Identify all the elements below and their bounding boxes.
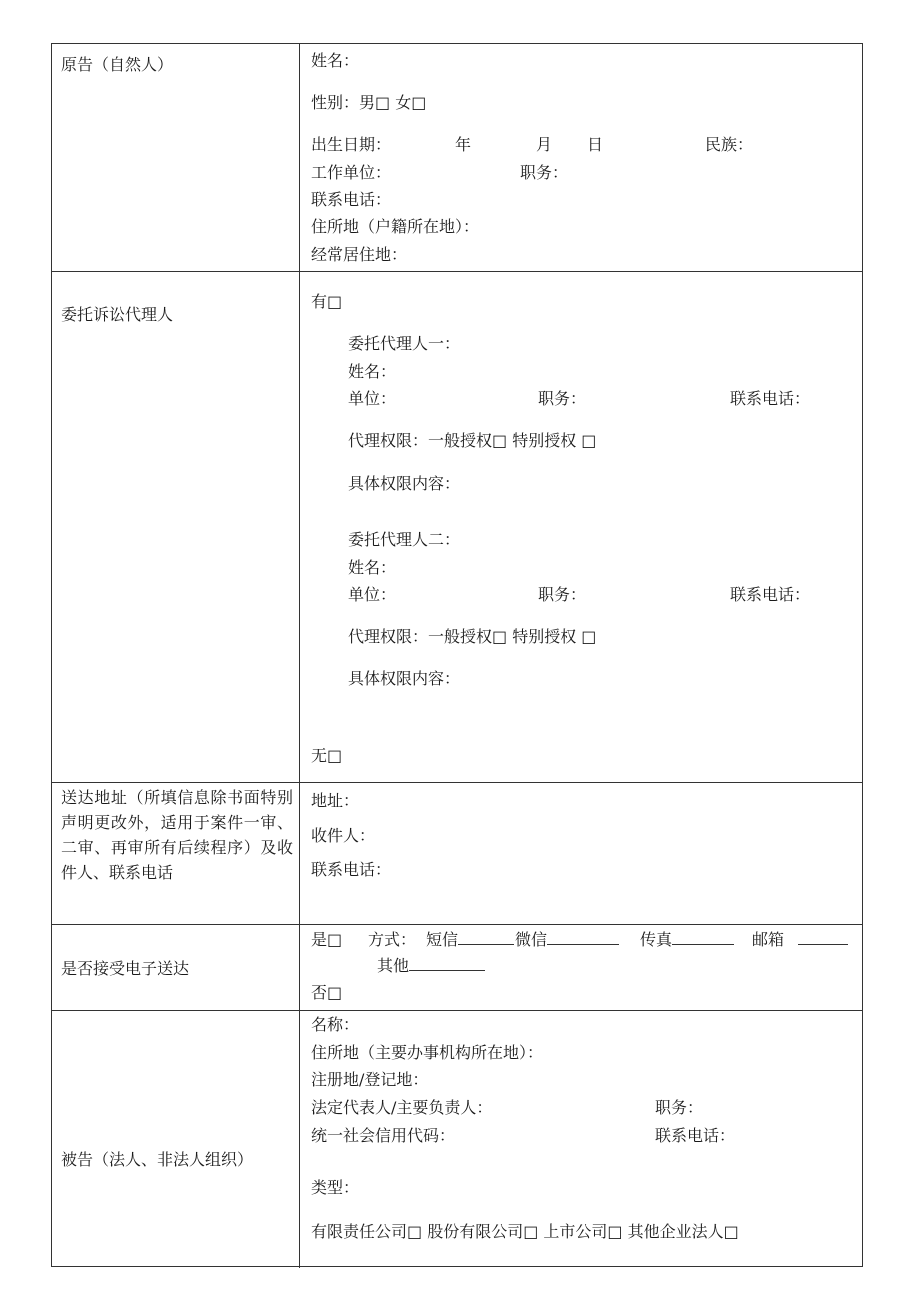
electronic-no-checkbox: 否□ <box>311 983 343 1002</box>
electronic-wechat-option <box>515 929 619 951</box>
agent-row <box>52 272 862 783</box>
agent2-details-field: 具体权限内容： <box>348 669 461 688</box>
service-label-cell <box>52 783 300 924</box>
agent1-details-field: 具体权限内容： <box>348 474 461 493</box>
defendant-label-cell <box>52 1011 300 1268</box>
electronic-yes-checkbox: 是□ <box>311 930 343 949</box>
email-blank-line <box>798 929 848 945</box>
agent1-position-field: 职务： <box>538 389 587 408</box>
agent2-position-field: 职务： <box>538 585 587 604</box>
agent1-unit-field: 单位： <box>348 389 397 408</box>
agent1-name-field: 姓名： <box>348 362 397 381</box>
defendant-credit-code-field: 统一社会信用代码： <box>311 1126 456 1145</box>
fax-blank-line <box>672 929 734 945</box>
service-address-field: 地址： <box>311 791 360 810</box>
agent2-phone-field: 联系电话： <box>730 585 811 604</box>
plaintiff-label-cell <box>52 44 300 271</box>
electronic-email-label: 邮箱 <box>752 930 785 949</box>
plaintiff-residence-field: 住所地（户籍所在地）： <box>311 217 480 236</box>
defendant-row <box>52 1011 862 1268</box>
sms-blank-line <box>458 929 514 945</box>
defendant-phone-field: 联系电话： <box>655 1126 736 1145</box>
agent2-authority-field: 代理权限：一般授权□ 特别授权 □ <box>348 627 597 646</box>
service-address-label: 送达地址（所填信息除书面特别声明更改外，适用于案件一审、二审、再审所有后续程序）及收件人、联系电话 <box>61 788 293 882</box>
electronic-service-label: 是否接受电子送达 <box>61 959 190 978</box>
defendant-residence-field: 住所地（主要办事机构所在地）： <box>311 1043 544 1062</box>
electronic-email-option <box>752 929 848 951</box>
service-content-cell <box>300 783 862 924</box>
defendant-type-label: 类型： <box>311 1178 360 1197</box>
plaintiff-position-field: 职务： <box>520 163 569 182</box>
plaintiff-content-cell <box>300 44 862 271</box>
plaintiff-birth-label: 出生日期： <box>311 135 392 154</box>
defendant-position-field: 职务： <box>655 1098 704 1117</box>
electronic-service-row <box>52 925 862 1011</box>
plaintiff-birth-month: 月 <box>536 135 553 154</box>
service-phone-field: 联系电话： <box>311 860 392 879</box>
agent1-phone-field: 联系电话： <box>730 389 811 408</box>
plaintiff-birth-year: 年 <box>455 135 472 154</box>
plaintiff-label: 原告（自然人） <box>61 55 174 74</box>
defendant-representative-field: 法定代表人/主要负责人： <box>311 1098 493 1117</box>
agent-content-cell <box>300 272 862 782</box>
plaintiff-birth-day: 日 <box>587 135 604 154</box>
wechat-blank-line <box>547 929 619 945</box>
plaintiff-phone-field: 联系电话： <box>311 190 392 209</box>
service-recipient-field: 收件人： <box>311 826 376 845</box>
agent2-name-field: 姓名： <box>348 558 397 577</box>
electronic-other-label: 其他 <box>377 956 410 975</box>
agent1-authority-field: 代理权限：一般授权□ 特别授权 □ <box>348 431 597 450</box>
complaint-form-table <box>51 43 863 1267</box>
electronic-label-cell <box>52 925 300 1010</box>
electronic-fax-option <box>640 929 734 951</box>
plaintiff-name-field: 姓名： <box>311 51 360 70</box>
agent-label-cell <box>52 272 300 782</box>
agent-label: 委托诉讼代理人 <box>61 305 174 324</box>
electronic-sms-option <box>426 929 514 951</box>
defendant-name-field: 名称： <box>311 1015 360 1034</box>
electronic-method-label: 方式： <box>368 930 417 949</box>
defendant-type-options: 有限责任公司□ 股份有限公司□ 上市公司□ 其他企业法人□ <box>311 1222 739 1241</box>
agent2-unit-field: 单位： <box>348 585 397 604</box>
service-address-row <box>52 783 862 925</box>
plaintiff-row <box>52 44 862 272</box>
plaintiff-gender-field: 性别：男□ 女□ <box>311 93 427 112</box>
electronic-sms-label: 短信 <box>426 930 459 949</box>
electronic-other-option <box>377 955 485 977</box>
plaintiff-habitual-residence-field: 经常居住地： <box>311 245 408 264</box>
other-blank-line <box>409 955 485 971</box>
agent2-title: 委托代理人二： <box>348 530 461 549</box>
electronic-content-cell <box>300 925 862 1010</box>
electronic-fax-label: 传真 <box>640 930 673 949</box>
plaintiff-ethnicity-field: 民族： <box>705 135 754 154</box>
agent-has-checkbox: 有□ <box>311 292 343 311</box>
defendant-label: 被告（法人、非法人组织） <box>61 1150 254 1169</box>
agent-none-checkbox: 无□ <box>311 746 343 765</box>
agent1-title: 委托代理人一： <box>348 334 461 353</box>
plaintiff-workplace-field: 工作单位： <box>311 163 392 182</box>
electronic-wechat-label: 微信 <box>515 930 548 949</box>
defendant-content-cell <box>300 1011 862 1268</box>
defendant-registered-field: 注册地/登记地： <box>311 1070 429 1089</box>
